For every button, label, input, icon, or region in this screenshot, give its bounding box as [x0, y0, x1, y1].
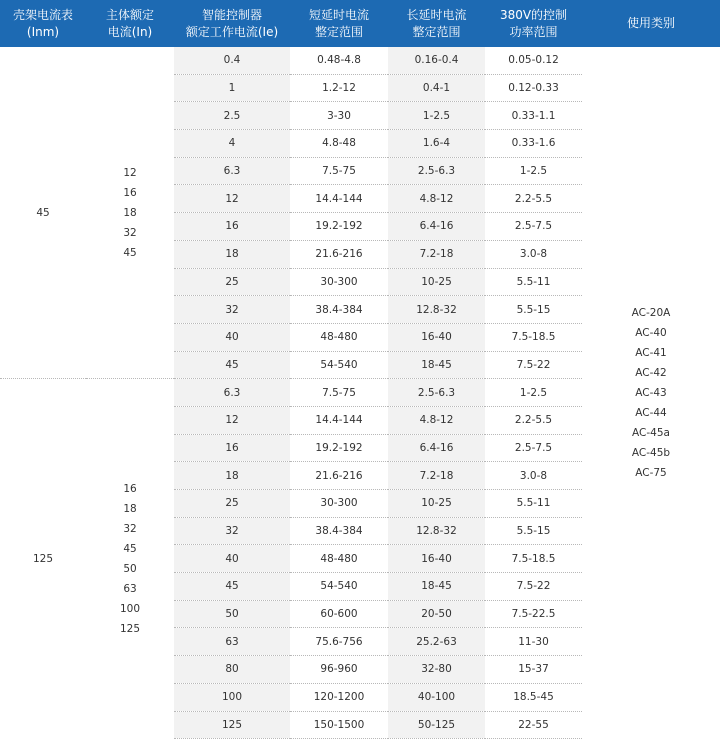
controller-current-cell: 12	[174, 185, 290, 213]
controller-current-cell: 12	[174, 406, 290, 434]
controller-current-cell: 45	[174, 573, 290, 601]
long-delay-cell: 0.4-1	[388, 74, 485, 102]
controller-current-cell: 63	[174, 628, 290, 656]
header-usage-category	[582, 0, 720, 47]
main-current-value: 16	[123, 186, 137, 199]
power-range-cell: 11-30	[485, 628, 582, 656]
controller-current-cell: 18	[174, 462, 290, 490]
controller-current-cell: 45	[174, 351, 290, 379]
short-delay-cell: 30-300	[290, 268, 388, 296]
short-delay-cell: 7.5-75	[290, 379, 388, 407]
main-current-cell	[86, 379, 174, 739]
controller-current-cell: 25	[174, 268, 290, 296]
main-current-value: 63	[123, 582, 137, 595]
short-delay-cell: 0.48-4.8	[290, 47, 388, 74]
header-long-delay-range	[388, 0, 485, 47]
long-delay-cell: 18-45	[388, 351, 485, 379]
usage-category-value: AC-75	[635, 466, 667, 479]
short-delay-cell: 14.4-144	[290, 185, 388, 213]
main-current-value: 45	[123, 542, 137, 555]
header-line: 智能控制器	[201, 7, 262, 22]
short-delay-cell: 3-30	[290, 102, 388, 130]
power-range-cell: 5.5-15	[485, 517, 582, 545]
power-range-cell: 7.5-22.5	[485, 600, 582, 628]
power-range-cell: 2.5-7.5	[485, 434, 582, 462]
controller-current-cell: 40	[174, 545, 290, 573]
header-line: 整定范围	[314, 24, 363, 39]
short-delay-cell: 96-960	[290, 656, 388, 684]
power-range-cell: 5.5-15	[485, 296, 582, 324]
power-range-cell: 3.0-8	[485, 240, 582, 268]
long-delay-cell: 25.2-63	[388, 628, 485, 656]
short-delay-cell: 48-480	[290, 545, 388, 573]
main-current-cell	[86, 47, 174, 379]
long-delay-cell: 20-50	[388, 600, 485, 628]
main-current-value: 45	[123, 246, 137, 259]
power-range-cell: 3.0-8	[485, 462, 582, 490]
short-delay-cell: 38.4-384	[290, 517, 388, 545]
controller-current-cell: 16	[174, 434, 290, 462]
long-delay-cell: 7.2-18	[388, 462, 485, 490]
header-line: 主体额定	[105, 7, 154, 22]
power-range-cell: 0.05-0.12	[485, 47, 582, 74]
header-line: 壳架电流表	[12, 7, 73, 22]
long-delay-cell: 0.16-0.4	[388, 47, 485, 74]
long-delay-cell: 10-25	[388, 490, 485, 518]
controller-current-cell: 32	[174, 296, 290, 324]
controller-current-cell: 80	[174, 656, 290, 684]
short-delay-cell: 54-540	[290, 573, 388, 601]
table-header	[0, 0, 720, 47]
long-delay-cell: 12.8-32	[388, 517, 485, 545]
short-delay-cell: 19.2-192	[290, 434, 388, 462]
power-range-cell: 2.5-7.5	[485, 213, 582, 241]
long-delay-cell: 1-2.5	[388, 102, 485, 130]
power-range-cell: 2.2-5.5	[485, 406, 582, 434]
short-delay-cell: 19.2-192	[290, 213, 388, 241]
header-line: 功率范围	[509, 24, 558, 39]
header-line: 长延时电流	[406, 7, 467, 22]
controller-current-cell: 6.3	[174, 379, 290, 407]
usage-category-value: AC-45b	[631, 446, 671, 459]
header-line: 短延时电流	[308, 7, 369, 22]
main-current-value: 18	[123, 206, 137, 219]
main-current-value: 32	[123, 522, 137, 535]
long-delay-cell: 6.4-16	[388, 213, 485, 241]
main-current-value: 12	[123, 166, 137, 179]
power-range-cell: 7.5-18.5	[485, 323, 582, 351]
table-row	[0, 47, 720, 74]
long-delay-cell: 40-100	[388, 683, 485, 711]
controller-current-cell: 50	[174, 600, 290, 628]
short-delay-cell: 7.5-75	[290, 157, 388, 185]
usage-category-value: AC-20A	[631, 306, 671, 319]
power-range-cell: 0.12-0.33	[485, 74, 582, 102]
power-range-cell: 5.5-11	[485, 268, 582, 296]
controller-current-cell: 4	[174, 130, 290, 158]
header-line: 380V的控制	[499, 7, 568, 22]
short-delay-cell: 30-300	[290, 490, 388, 518]
controller-current-cell: 100	[174, 683, 290, 711]
main-current-value: 50	[123, 562, 137, 575]
controller-current-cell: 1	[174, 74, 290, 102]
short-delay-cell: 150-1500	[290, 711, 388, 739]
power-range-cell: 15-37	[485, 656, 582, 684]
short-delay-cell: 14.4-144	[290, 406, 388, 434]
main-current-value: 16	[123, 482, 137, 495]
controller-current-cell: 0.4	[174, 47, 290, 74]
header-row	[0, 0, 720, 47]
power-range-cell: 7.5-18.5	[485, 545, 582, 573]
usage-category-value: AC-40	[635, 326, 667, 339]
frame-current-cell: 125	[0, 379, 86, 739]
controller-current-cell: 2.5	[174, 102, 290, 130]
long-delay-cell: 12.8-32	[388, 296, 485, 324]
usage-category-value: AC-42	[635, 366, 667, 379]
main-current-value: 100	[119, 602, 141, 615]
short-delay-cell: 48-480	[290, 323, 388, 351]
long-delay-cell: 32-80	[388, 656, 485, 684]
power-range-cell: 0.33-1.1	[485, 102, 582, 130]
long-delay-cell: 50-125	[388, 711, 485, 739]
header-main-rated-current	[86, 0, 174, 47]
header-frame-current	[0, 0, 86, 47]
power-range-cell: 7.5-22	[485, 351, 582, 379]
short-delay-cell: 54-540	[290, 351, 388, 379]
header-line: 电流(In)	[107, 24, 153, 39]
long-delay-cell: 4.8-12	[388, 406, 485, 434]
main-current-value: 125	[119, 622, 141, 635]
long-delay-cell: 6.4-16	[388, 434, 485, 462]
short-delay-cell: 4.8-48	[290, 130, 388, 158]
power-range-cell: 7.5-22	[485, 573, 582, 601]
long-delay-cell: 16-40	[388, 323, 485, 351]
table-body	[0, 47, 720, 739]
controller-current-cell: 32	[174, 517, 290, 545]
frame-current-cell: 45	[0, 47, 86, 379]
header-line: 使用类别	[626, 16, 675, 30]
header-line: 整定范围	[412, 24, 461, 39]
usage-category-value: AC-43	[635, 386, 667, 399]
power-range-cell: 22-55	[485, 711, 582, 739]
power-range-cell: 1-2.5	[485, 157, 582, 185]
power-range-cell: 18.5-45	[485, 683, 582, 711]
usage-category-cell	[582, 47, 720, 739]
short-delay-cell: 120-1200	[290, 683, 388, 711]
header-short-delay-range	[290, 0, 388, 47]
long-delay-cell: 2.5-6.3	[388, 379, 485, 407]
controller-current-cell: 25	[174, 490, 290, 518]
long-delay-cell: 7.2-18	[388, 240, 485, 268]
usage-category-value: AC-44	[635, 406, 667, 419]
short-delay-cell: 1.2-12	[290, 74, 388, 102]
short-delay-cell: 38.4-384	[290, 296, 388, 324]
usage-category-value: AC-45a	[632, 426, 670, 439]
long-delay-cell: 2.5-6.3	[388, 157, 485, 185]
power-range-cell: 5.5-11	[485, 490, 582, 518]
header-line: 额定工作电流(Ie)	[185, 24, 279, 39]
long-delay-cell: 18-45	[388, 573, 485, 601]
controller-current-cell: 18	[174, 240, 290, 268]
usage-category-value: AC-41	[635, 346, 667, 359]
main-current-value: 18	[123, 502, 137, 515]
power-range-cell: 2.2-5.5	[485, 185, 582, 213]
header-controller-rated-current	[174, 0, 290, 47]
header-power-380v-range	[485, 0, 582, 47]
main-current-value: 32	[123, 226, 137, 239]
short-delay-cell: 75.6-756	[290, 628, 388, 656]
long-delay-cell: 1.6-4	[388, 130, 485, 158]
short-delay-cell: 21.6-216	[290, 462, 388, 490]
short-delay-cell: 21.6-216	[290, 240, 388, 268]
power-range-cell: 1-2.5	[485, 379, 582, 407]
controller-current-cell: 125	[174, 711, 290, 739]
controller-current-cell: 6.3	[174, 157, 290, 185]
long-delay-cell: 16-40	[388, 545, 485, 573]
controller-current-cell: 40	[174, 323, 290, 351]
short-delay-cell: 60-600	[290, 600, 388, 628]
header-line: (Inm)	[26, 24, 60, 39]
power-range-cell: 0.33-1.6	[485, 130, 582, 158]
long-delay-cell: 10-25	[388, 268, 485, 296]
controller-current-cell: 16	[174, 213, 290, 241]
long-delay-cell: 4.8-12	[388, 185, 485, 213]
